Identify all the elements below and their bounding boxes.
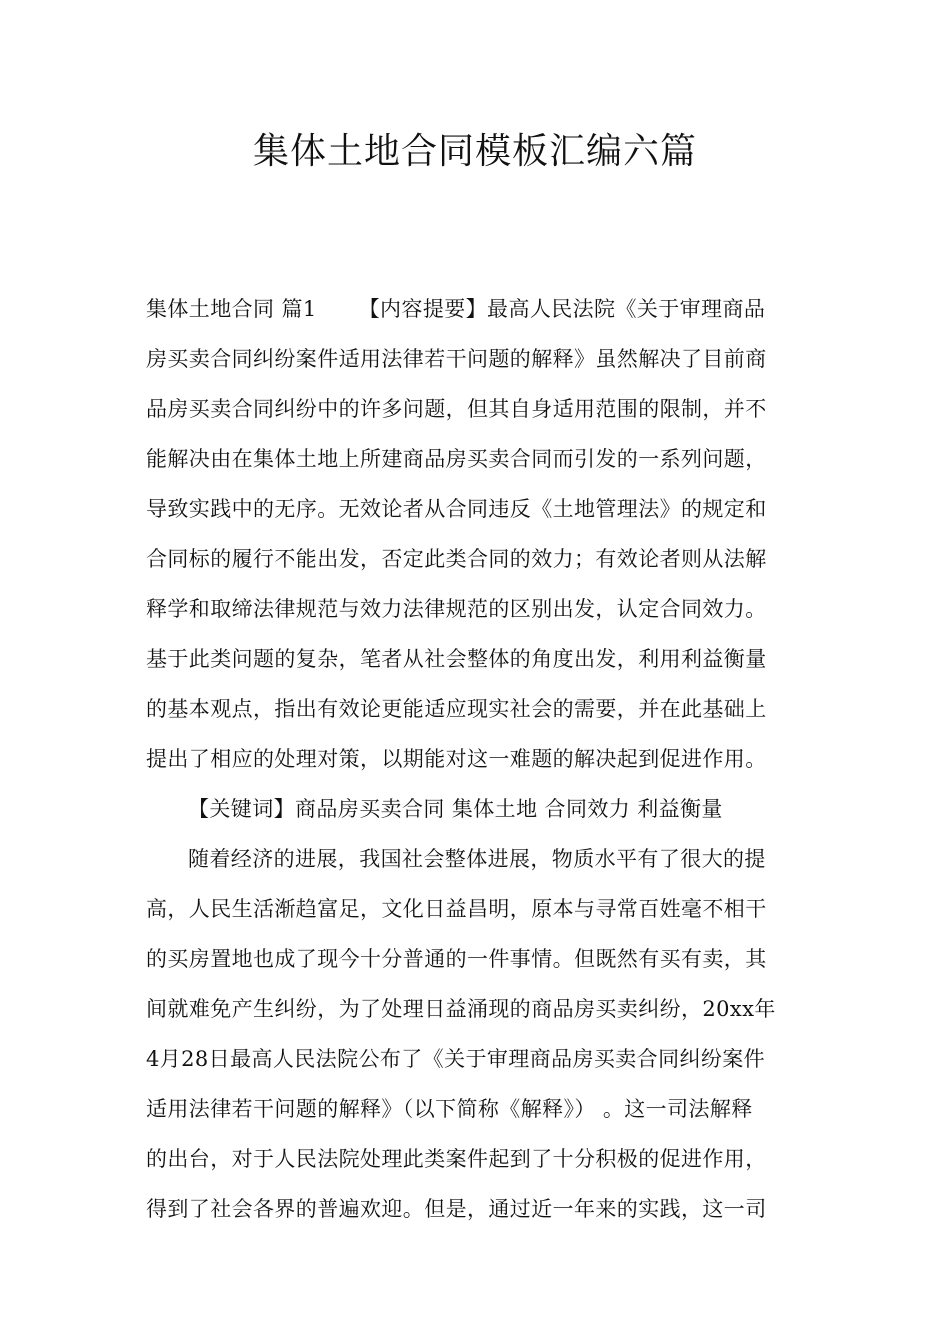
text-line: 适用法律若干问题的解释》（以下简称《解释》） 。这一司法解释 — [146, 1097, 753, 1121]
text-line: 间就难免产生纠纷，为了处理日益涌现的商品房买卖纠纷，20xx年 — [146, 997, 776, 1021]
text-line: 得到了社会各界的普遍欢迎。但是，通过近一年来的实践，这一司 — [146, 1197, 767, 1221]
paragraph-keywords — [146, 784, 806, 834]
section-heading: 集体土地合同 篇1 — [146, 297, 317, 321]
text-line: 高，人民生活渐趋富足，文化日益昌明，原本与寻常百姓毫不相干 — [146, 897, 767, 921]
text-line: 的出台，对于人民法院处理此类案件起到了十分积极的促进作用， — [146, 1147, 767, 1171]
text-line: 集体土地合同 篇1 【内容提要】最高人民法院《关于审理商品 — [146, 297, 766, 321]
text-line: 的基本观点，指出有效论更能适应现实社会的需要，并在此基础上 — [146, 697, 767, 721]
text-line: 4月28日最高人民法院公布了《关于审理商品房买卖合同纠纷案件 — [146, 1047, 766, 1071]
keywords-line: 【关键词】商品房买卖合同 集体土地 合同效力 利益衡量 — [188, 797, 723, 821]
text-line: 提出了相应的处理对策，以期能对这一难题的解决起到促进作用。 — [146, 747, 767, 771]
text-line: 房买卖合同纠纷案件适用法律若干问题的解释》虽然解决了目前商 — [146, 347, 767, 371]
text-line: 能解决由在集体土地上所建商品房买卖合同而引发的一系列问题， — [146, 447, 767, 471]
text-line: 释学和取缔法律规范与效力法律规范的区别出发，认定合同效力。 — [146, 597, 767, 621]
document-body — [146, 284, 806, 1234]
text-line: 基于此类问题的复杂，笔者从社会整体的角度出发，利用利益衡量 — [146, 647, 767, 671]
text-line: 品房买卖合同纠纷中的许多问题，但其自身适用范围的限制，并不 — [146, 397, 767, 421]
text-line: 随着经济的进展，我国社会整体进展，物质水平有了很大的提 — [188, 847, 766, 871]
text-line: 的买房置地也成了现今十分普通的一件事情。但既然有买有卖，其 — [146, 947, 767, 971]
text-line: 合同标的履行不能出发，否定此类合同的效力；有效论者则从法解 — [146, 547, 767, 571]
text-line: 导致实践中的无序。无效论者从合同违反《土地管理法》的规定和 — [146, 497, 767, 521]
document-title: 集体土地合同模板汇编六篇 — [252, 131, 697, 172]
paragraph-intro — [146, 834, 806, 1234]
paragraph-abstract — [146, 284, 806, 784]
